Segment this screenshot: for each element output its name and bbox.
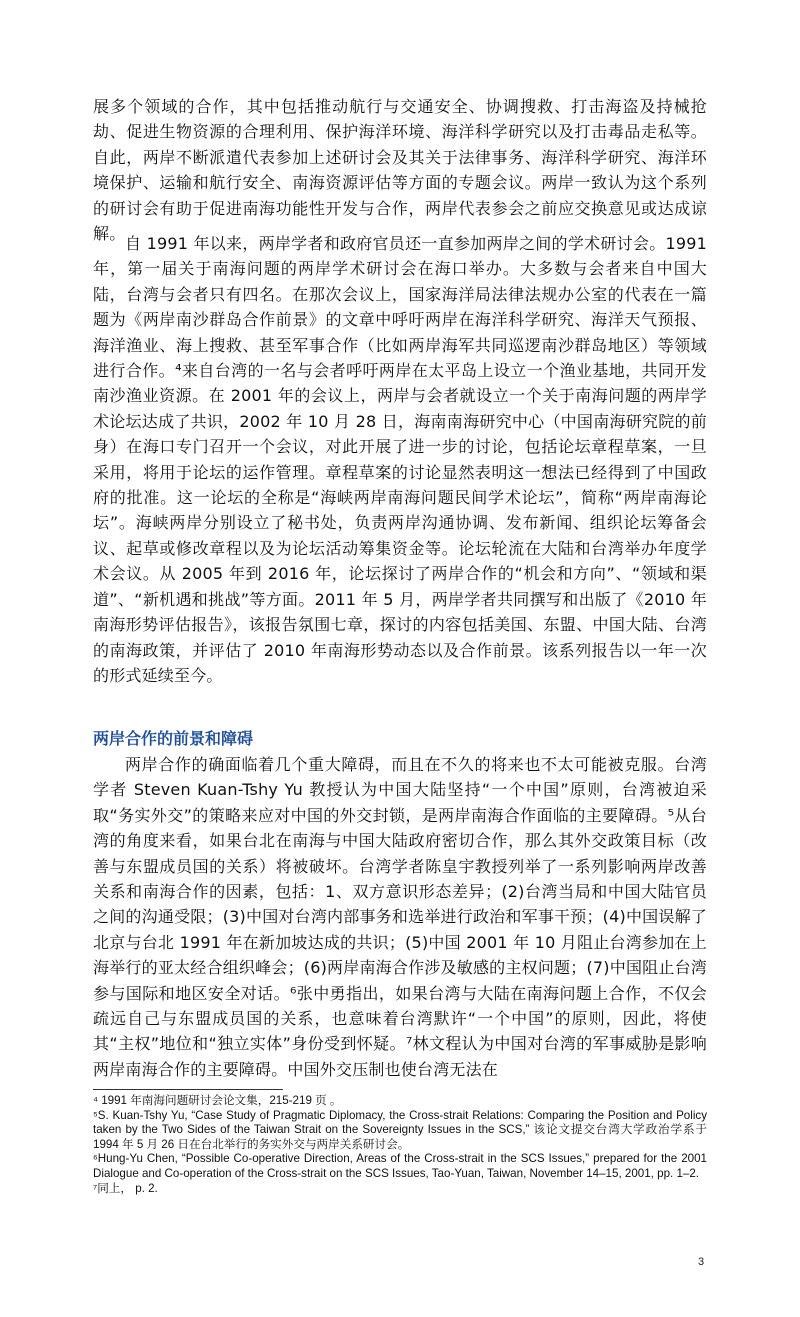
page-number: 3 [698,1256,705,1268]
footnote-4: ⁴ 1991 年南海问题研讨会论文集，215-219 页 。 [93,1094,342,1107]
footnote-separator [93,1089,283,1090]
body-paragraph-2: 自 1991 年以来，两岸学者和政府官员还一直参加两岸之间的学术研讨会。1991 年，第一届关于南海问题的两岸学术研讨会在海口举办。大多数与会者来自中国大陆，台湾与会者只有四名。在那次会议上，国家海洋局法律法规办公室的代表在一篇题为《两岸南沙群岛合作前景》的文章中呼吁两岸在海洋科学研究、海洋天气预报、海洋渔业、海上搜救、甚至军事合作（比如两岸海军共同巡逻南沙群岛地区）等领域进行合作。⁴来自台湾的一名与会者呼吁两岸在太平岛上设立一个渔业基地，共同开发南沙渔业资源。在 2001 年的会议上，两岸与会者就设立一个关于南海问题的两岸学术论坛达成了共识，2002 年 10 月 28 日，海南南海研究中心（中国南海研究院的前身）在海口专门召开一个会议，对此开展了进一步的讨论，包括论坛章程草案，一旦采用，将用于论坛的运作管理。章程草案的讨论显然表明这一想法已经得到了中国政府的批准。这一论坛的全称是“海峡两岸南海问题民间学术论坛”，简称“两岸南海论坛”。海峡两岸分别设立了秘书处，负责两岸沟通协调、发布新闻、组织论坛筹备会议、起草或修改章程以及为论坛活动筹集资金等。论坛轮流在大陆和台湾举办年度学术会议。从 2005 年到 2016 年，论坛探讨了两岸合作的“机会和方向”、“领域和渠道”、“新机遇和挑战”等方面。2011 年 5 月，两岸学者共同撰写和出版了《2010 年南海形势评估报告》，该报告氛围七章，探讨的内容包括美国、东盟、中国大陆、台湾的南海政策，并评估了 2010 年南海形势动态以及合作前景。该系列报告以一年一次的形式延续至今。 [93,234,707,685]
footnote-6: ⁶Hung-Yu Chen, “Possible Co-operative Direction, Areas of the Cross-strait in the SCS Issues,” prepared for the 2001 Dialogue and Co-operation of the Cross-strait on the SCS Issues, Tao-Yuan, Taiwan, November 14–15, 2001, pp. 1–2. [93,1152,707,1180]
section-heading: 两岸合作的前景和障碍 [93,729,254,748]
body-paragraph-1: 展多个领域的合作，其中包括推动航行与交通安全、协调搜救、打击海盗及持械抢劫、促进生物资源的合理利用、保护海洋环境、海洋科学研究以及打击毒品走私等。自此，两岸不断派遣代表参加上述研讨会及其关于法律事务、海洋科学研究、海洋环境保护、运输和航行安全、南海资源评估等方面的专题会议。两岸一致认为这个系列的研讨会有助于促进南海功能性开发与合作，两岸代表参会之前应交换意见或达成谅解。 [93,97,707,244]
body-paragraph-3: 两岸合作的确面临着几个重大障碍，而且在不久的将来也不太可能被克服。台湾学者 Steven Kuan-Tshy Yu 教授认为中国大陆坚持“一个中国”原则，台湾被迫采取“务实外交”的策略来应对中国的外交封锁，是两岸南海合作面临的主要障碍。⁵从台湾的角度来看，如果台北在南海与中国大陆政府密切合作，那么其外交政策目标（改善与东盟成员国的关系）将被破坏。台湾学者陈皇宇教授列举了一系列影响两岸改善关系和南海合作的因素，包括：1、双方意识形态差异；(2)台湾当局和中国大陆官员之间的沟通受限；(3)中国对台湾内部事务和选举进行政治和军事干预；(4)中国误解了北京与台北 1991 年在新加坡达成的共识；(5)中国 2001 年 10 月阻止台湾参加在上海举行的亚太经合组织峰会；(6)两岸南海合作涉及敏感的主权问题；(7)中国阻止台湾参与国际和地区安全对话。⁶张中勇指出，如果台湾与大陆在南海问题上合作，不仅会疏远自己与东盟成员国的关系，也意味着台湾默许“一个中国”的原则，因此，将使其“主权”地位和“独立实体”身份受到怀疑。⁷林文程认为中国对台湾的军事威胁是影响两岸南海合作的主要障碍。中国外交压制也使台湾无法在 [93,755,707,1079]
footnote-5: ⁵S. Kuan-Tshy Yu, “Case Study of Pragmatic Diplomacy, the Cross-strait Relations: Comparing the Position and Policy taken by the Two Sides of the Taiwan Strait on the Sovereignty Issues in the SCS,” 该论文提交台湾大学政治学系于 1994 年 5 月 26 日在台北举行的务实外交与两岸关系研讨会。 [93,1108,707,1151]
footnote-7: ⁷同上， p. 2. [93,1181,158,1195]
footnotes [93,1094,707,1196]
